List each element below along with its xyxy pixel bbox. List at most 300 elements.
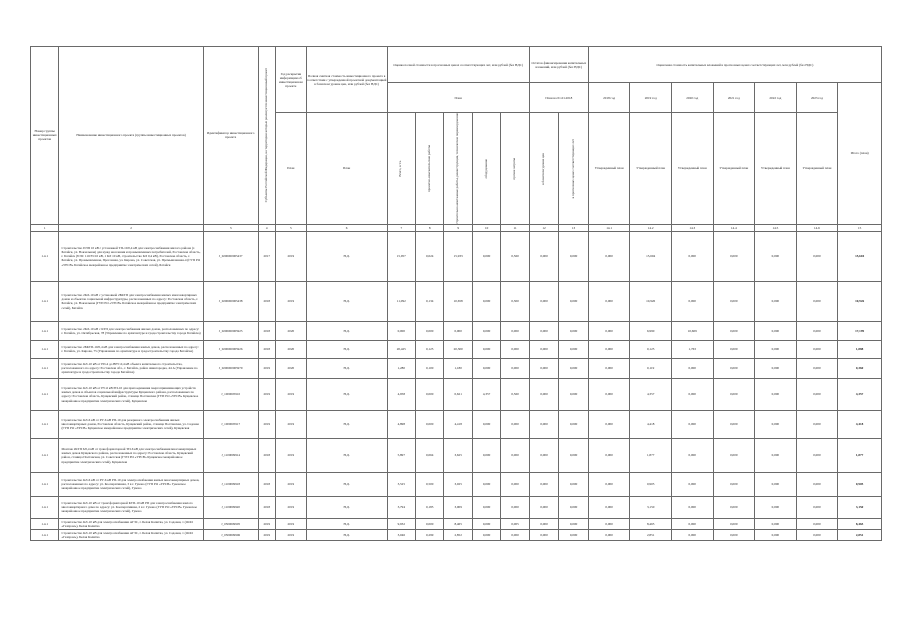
cell-y2020: 10,609 — [671, 321, 713, 340]
header-cost-plan: План — [387, 83, 529, 113]
cell-sum: 0,905 — [838, 472, 882, 496]
cell-other: 0,000 — [501, 472, 529, 496]
cell-plan: Н.Д. — [306, 518, 387, 529]
cell-ost-fore: 0,000 — [559, 358, 589, 378]
cell-ost-base: 0,000 — [529, 358, 559, 378]
cell-year: 2019 — [276, 518, 307, 529]
table-row — [31, 472, 882, 496]
cell-y2019: 8,465 — [630, 518, 672, 529]
cell-region: 2019 — [258, 378, 276, 410]
cell-y2021: 0,000 — [713, 530, 755, 541]
cell-total: 5,897 — [387, 438, 415, 472]
cell-sum: 17,199 — [838, 321, 882, 340]
cell-other: 0,560 — [501, 378, 529, 410]
cell-sum: 4,418 — [838, 410, 882, 438]
column-number: 14.1 — [588, 224, 630, 231]
cell-plan: Н.Д. — [306, 231, 387, 281]
cell-year: 2019 — [276, 496, 307, 518]
cell-smr: 15,933 — [444, 231, 472, 281]
header-approved-2022: Утвержденный план — [755, 113, 797, 225]
table-row — [31, 518, 882, 529]
cell-ost-fore: 0,000 — [559, 530, 589, 541]
cell-group: 1.4.1 — [31, 281, 59, 321]
header-cost-equip: оборудование — [472, 113, 500, 225]
cell-y2023: 0,000 — [796, 358, 838, 378]
cell-y2018: 0,000 — [588, 472, 630, 496]
cell-smr: 2,852 — [444, 530, 472, 541]
table-row — [31, 231, 882, 281]
header-year-2020: 2020 год — [671, 83, 713, 113]
cell-y2022: 0,000 — [755, 410, 797, 438]
cell-id: J_0200000005437 — [203, 231, 258, 281]
cell-name: Строительство КЛ-6 кВ от РУ-6 кВ РП-10 для электроснабжения жилых многоквартирных домов, расположенных по адресу: ул. Кооперативная, 3 в г. Гуково (ГУП РО «УРСВ» Гуковское межрайонное предприятие электрических сетей), Гуково — [59, 472, 203, 496]
table-row — [31, 358, 882, 378]
cell-region: 2018 — [258, 281, 276, 321]
header-year-2019: 2019 год — [630, 83, 672, 113]
cell-y2022: 0,000 — [755, 231, 797, 281]
cell-year: 2020 — [276, 340, 307, 358]
cell-y2023: 0,000 — [796, 472, 838, 496]
header-realized-forecast: в прогнозных ценах соответствующих лет — [559, 113, 589, 225]
header-approved-2018: Утвержденный план — [588, 113, 630, 225]
column-number: 6 — [306, 224, 387, 231]
column-number: 7 — [387, 224, 415, 231]
cell-sum: 0,360 — [838, 358, 882, 378]
cell-ost-fore: 0,000 — [559, 410, 589, 438]
cell-equip: 0,000 — [472, 281, 500, 321]
cell-y2019: 3,150 — [630, 496, 672, 518]
cell-total: 11,092 — [387, 281, 415, 321]
cell-region: 2018 — [258, 496, 276, 518]
cell-y2020: 0,000 — [671, 281, 713, 321]
cell-y2022: 0,000 — [755, 321, 797, 340]
cell-y2019: 2,851 — [630, 530, 672, 541]
cell-other: 0,000 — [501, 410, 529, 438]
cell-other: 0,300 — [501, 281, 529, 321]
header-full-cost: Полная сметная стоимость инвестиционного проекта в соответствии с утвержденной проектной документацией в базисном уровне цен, млн рублей (без НДС) — [306, 47, 387, 113]
cell-equip: 0,000 — [472, 321, 500, 340]
column-number: 14.6 — [796, 224, 838, 231]
column-number: 12 — [529, 224, 559, 231]
cell-ost-fore: 0,000 — [559, 472, 589, 496]
cell-group: 1.4.1 — [31, 518, 59, 529]
cell-y2023: 0,000 — [796, 378, 838, 410]
cell-id: J_0200000005979 — [203, 358, 258, 378]
header-cost-pir: проектно-изыскательские работы — [416, 113, 444, 225]
cell-smr: 10,658 — [444, 281, 472, 321]
cell-year: 2019 — [276, 378, 307, 410]
cell-ost-base: 0,000 — [529, 496, 559, 518]
cell-pir: 0,000 — [416, 321, 444, 340]
cell-id: J_0200000005925 — [203, 321, 258, 340]
cell-name: Строительство 2КЛ-10 кВ с установкой 2БКТП для электроснабжения жилых многоквартирных домов и объектов социальной инфраструктуры, расположенных по адресу: Ростовская область, г. Батайск, ул. Вокзальная (ГУП РО «УРСВ» Батайское межрайонное предприятие электрических сетей), Батайск — [59, 281, 203, 321]
cell-region: 2018 — [258, 472, 276, 496]
cell-group: 1.4.1 — [31, 378, 59, 410]
cell-region: 2018 — [258, 321, 276, 340]
cell-smr: 3,025 — [444, 472, 472, 496]
column-number: 10 — [472, 224, 500, 231]
cell-group: 1.4.1 — [31, 496, 59, 518]
cell-y2021: 0,000 — [713, 358, 755, 378]
cell-pir: 0,500 — [416, 472, 444, 496]
cell-name: Строительство КЛ-6 кВ от РУ-6 кВ РП-10 для резервного электроснабжения жилых многоквартирных домов, Ростовская область, Кущевский район, станица Полтавская, ул. Садовая (ГУП РО «УРСВ» Кущевское межрайонное предприятие электрических сетей), Кущевская — [59, 410, 203, 438]
cell-year: 2019 — [276, 410, 307, 438]
cell-other: 0,000 — [501, 358, 529, 378]
cell-id: J_0200000005438 — [203, 281, 258, 321]
cell-y2019: 1,877 — [630, 438, 672, 472]
cell-ost-base: 0,000 — [529, 410, 559, 438]
header-cost-total: Всего, в т.ч. — [387, 113, 415, 225]
cell-ost-base: 0,000 — [529, 530, 559, 541]
cell-pir: 0,299 — [416, 530, 444, 541]
column-number: 14.2 — [630, 224, 672, 231]
column-number: 5 — [276, 224, 307, 231]
cell-equip: 0,000 — [472, 472, 500, 496]
cell-name: Монтаж 2КТП 6/0,4 кВ от трансформаторной ТП-6 кВ для электроснабжения многоквартирных жилых домов Кущевского района, расположенных по адресу: Ростовская область, Кущевский район, станица Полтавская, ул. Советская (ГУП РО «УРСВ» Кущевское межрайонное предприятие электрических сетей), Кущевская — [59, 438, 203, 472]
table-row — [31, 530, 882, 541]
header-plan: План — [306, 113, 387, 225]
cell-group: 1.4.1 — [31, 472, 59, 496]
cell-plan: Н.Д. — [306, 281, 387, 321]
cell-y2023: 0,000 — [796, 438, 838, 472]
cell-ost-fore: 0,000 — [559, 438, 589, 472]
cell-region: 2019 — [258, 530, 276, 541]
cell-ost-base: 0,000 — [529, 378, 559, 410]
cell-total: 20,425 — [387, 340, 415, 358]
table-row — [31, 378, 882, 410]
cell-y2018: 0,000 — [588, 340, 630, 358]
cell-sum: 2,851 — [838, 530, 882, 541]
cell-total: 4,958 — [387, 378, 415, 410]
cell-y2020: 0,000 — [671, 472, 713, 496]
cell-pir: 0,185 — [416, 496, 444, 518]
cell-plan: Н.Д. — [306, 496, 387, 518]
cell-year: 2019 — [276, 281, 307, 321]
cell-y2022: 0,000 — [755, 496, 797, 518]
cell-year: 2019 — [276, 231, 307, 281]
cell-y2018: 0,000 — [588, 281, 630, 321]
cell-group: 1.4.1 — [31, 410, 59, 438]
cell-other: 0,005 — [501, 518, 529, 529]
cell-y2023: 0,000 — [796, 321, 838, 340]
cell-other: 0,000 — [501, 496, 529, 518]
cell-equip: 0,000 — [472, 410, 500, 438]
cell-sum: 1,888 — [838, 340, 882, 358]
cell-y2022: 0,000 — [755, 378, 797, 410]
header-finance: Оценочная стоимость капитальных вложений в прогнозных ценах соответствующих лет, млн рублей (без НДС) — [588, 47, 881, 83]
cell-region: 2018 — [258, 340, 276, 358]
cell-smr: 8,465 — [444, 518, 472, 529]
cell-equip: 4,357 — [472, 378, 500, 410]
cell-plan: Н.Д. — [306, 472, 387, 496]
cell-ost-base: 0,000 — [529, 438, 559, 472]
cell-group: 1.4.1 — [31, 530, 59, 541]
header-approved-2019: Утвержденный план — [630, 113, 672, 225]
cell-ost-fore: 0,000 — [559, 321, 589, 340]
header-cost-group: Оценка полной стоимости в прогнозных ценах соответствующих лет, млн рублей (без НДС) — [387, 47, 529, 83]
cell-total: 15,957 — [387, 231, 415, 281]
header-plan-year: План — [276, 113, 307, 225]
column-number: 9 — [444, 224, 472, 231]
cell-group: 1.4.1 — [31, 340, 59, 358]
cell-smr: 0,621 — [444, 378, 472, 410]
cell-y2021: 0,000 — [713, 340, 755, 358]
header-year-2018: 2018 год — [588, 83, 630, 113]
cell-plan: Н.Д. — [306, 378, 387, 410]
cell-ost-base: 0,000 — [529, 472, 559, 496]
cell-ost-fore: 0,000 — [559, 231, 589, 281]
cell-y2022: 0,000 — [755, 358, 797, 378]
cell-y2020: 0,000 — [671, 496, 713, 518]
cell-id: J_1100009920 — [203, 496, 258, 518]
cell-region: 2019 — [258, 410, 276, 438]
cell-y2023: 0,000 — [796, 410, 838, 438]
cell-y2022: 0,000 — [755, 518, 797, 529]
header-approved-2020: Утвержденный план — [671, 113, 713, 225]
header-approved-2021: Утвержденный план — [713, 113, 755, 225]
cell-region: 2017 — [258, 231, 276, 281]
cell-y2023: 0,000 — [796, 518, 838, 529]
cell-equip: 0,000 — [472, 231, 500, 281]
cell-id: J_1100009914 — [203, 438, 258, 472]
cell-y2019: 0,905 — [630, 472, 672, 496]
cell-y2018: 0,000 — [588, 438, 630, 472]
cell-region: 2018 — [258, 438, 276, 472]
investment-program-table-page — [30, 46, 882, 541]
cell-sum: 8,465 — [838, 518, 882, 529]
cell-pir: 0,000 — [416, 518, 444, 529]
column-number: 8 — [416, 224, 444, 231]
cell-plan: Н.Д. — [306, 438, 387, 472]
cell-pir: 0,024 — [416, 231, 444, 281]
column-number-row — [31, 224, 882, 231]
column-number: 14.4 — [713, 224, 755, 231]
header-cost-other: прочие затраты — [501, 113, 529, 225]
table-row — [31, 496, 882, 518]
cell-ost-fore: 0,000 — [559, 340, 589, 358]
cell-other: 0,560 — [501, 231, 529, 281]
cell-other: 0,000 — [501, 321, 529, 340]
header-project-name: Наименование инвестиционного проекта (группы инвестиционных проектов) — [59, 47, 203, 225]
cell-other: 0,000 — [501, 530, 529, 541]
header-realized: Остаток финансирования капитальных вложений, млн рублей (без НДС) — [529, 47, 588, 83]
cell-y2022: 0,000 — [755, 530, 797, 541]
cell-y2018: 0,000 — [588, 321, 630, 340]
column-number: 14.3 — [671, 224, 713, 231]
cell-plan: Н.Д. — [306, 321, 387, 340]
header-realized-base: в базисном уровне цен — [529, 113, 559, 225]
cell-y2020: 0,000 — [671, 530, 713, 541]
cell-y2019: 0,119 — [630, 358, 672, 378]
cell-total: 9,932 — [387, 518, 415, 529]
cell-plan: Н.Д. — [306, 530, 387, 541]
cell-ost-fore: 0,000 — [559, 518, 589, 529]
header-realized-plan: План на 01.01.2018 — [529, 83, 588, 113]
cell-smr: 20,300 — [444, 340, 472, 358]
cell-sum: 4,357 — [838, 378, 882, 410]
cell-y2021: 0,000 — [713, 438, 755, 472]
cell-total: 3,525 — [387, 472, 415, 496]
cell-y2020: 1,763 — [671, 340, 713, 358]
cell-plan: Н.Д. — [306, 410, 387, 438]
column-number: 15 — [838, 224, 882, 231]
cell-pir: 0,125 — [416, 340, 444, 358]
cell-name: Строительство КЛ-10 кВ для электроснабжения АГЗС, г. Белая Калитва, ул. Садовая, 1 (ООО «Газпром»), Белая Калитва — [59, 530, 203, 541]
cell-year: 2020 — [276, 321, 307, 340]
cell-pir: 0,064 — [416, 438, 444, 472]
cell-y2019: 15,604 — [630, 231, 672, 281]
cell-y2021: 0,000 — [713, 518, 755, 529]
table-row — [31, 340, 882, 358]
cell-name: Строительство 2БКТП-10/0,4 кВ для электроснабжения жилых домов, расположенных по адресу: г. Батайск, ул. Кирова, 75 (Управление по архитектуре и градостроительству города Батайска) — [59, 340, 203, 358]
cell-name: Строительство 2КЛ-10 кВ с КТП для электроснабжения жилых домов, расположенных по адресу: г. Батайск, ул. Октябрьская, 78 (Управление по архитектуре и градостроительству города Батайска) — [59, 321, 203, 340]
table-body — [31, 231, 882, 540]
cell-plan: Н.Д. — [306, 358, 387, 378]
cell-y2018: 0,000 — [588, 410, 630, 438]
cell-total: 3,046 — [387, 530, 415, 541]
cell-y2021: 0,000 — [713, 378, 755, 410]
header-year-2021: 2021 год — [713, 83, 755, 113]
cell-year: 2019 — [276, 438, 307, 472]
cell-y2020: 0,000 — [671, 378, 713, 410]
cell-y2019: 4,357 — [630, 378, 672, 410]
cell-year: 2019 — [276, 472, 307, 496]
table-row — [31, 438, 882, 472]
cell-y2023: 0,000 — [796, 281, 838, 321]
cell-name: Строительство КЛ-10 кВ для электроснабжения АГЗС, г. Белая Калитва, ул. Садовая, 1 (ООО «Газпром»), Белая Калитва — [59, 518, 203, 529]
header-total: Итого (план) — [838, 83, 882, 225]
cell-year: 2019 — [276, 530, 307, 541]
cell-name: Строительство КЛ-10 кВ от трансформаторной КТП-10 кВ РП для электроснабжения жилого многоквартирного дома по адресу: ул. Кооперативная, 2 в г. Гуково (ГУП РО «УРСВ» Гуковское межрайонное предприятие электрических сетей), Гуково — [59, 496, 203, 518]
cell-total: 4,898 — [387, 410, 415, 438]
cell-equip: 0,000 — [472, 358, 500, 378]
cell-equip: 0,000 — [472, 530, 500, 541]
cell-y2021: 0,000 — [713, 321, 755, 340]
cell-total: 0,000 — [387, 321, 415, 340]
cell-y2018: 0,000 — [588, 530, 630, 541]
header-year-2023: 2023 год — [796, 83, 838, 113]
cell-y2020: 0,000 — [671, 438, 713, 472]
header-group-no: Номер группы инвестиционных проектов — [31, 47, 59, 225]
cell-y2018: 0,000 — [588, 496, 630, 518]
cell-y2022: 0,000 — [755, 340, 797, 358]
column-number: 4 — [258, 224, 276, 231]
column-number: 3 — [203, 224, 258, 231]
cell-y2021: 0,000 — [713, 496, 755, 518]
header-region: Субъекты Российской Федерации, на территории которых реализуется инвестиционный проект — [258, 47, 276, 225]
cell-y2021: 0,000 — [713, 472, 755, 496]
cell-sum: 15,604 — [838, 231, 882, 281]
cell-name: Строительство ПЭП 10 кВ с установкой ТП-10/0,4 кВ для электроснабжения жилого района (г. Батайск, ул. Вокзальная) для нужд населения и промышленных потребителей, Ростовская область, г. Батайск (8 ПС 110/35/10 кВ, 1 КЛ 10 кВ, строительство КЛ 0,4 кВ), Ростовская область, г. Батайск, ул. Промышленная, Прогонная, ул. Кирова, ул. Советская, ул. Промышленная-4 (ГУП РО «УРСВ» Батайское межрайонное предприятие электрических сетей), Батайск — [59, 231, 203, 281]
investment-table — [30, 46, 882, 541]
cell-ost-fore: 0,000 — [559, 378, 589, 410]
cell-year: 2020 — [276, 358, 307, 378]
table-row — [31, 410, 882, 438]
table-row — [31, 321, 882, 340]
cell-plan: Н.Д. — [306, 340, 387, 358]
cell-y2019: 6,990 — [630, 321, 672, 340]
table-row — [31, 281, 882, 321]
cell-y2018: 0,000 — [588, 358, 630, 378]
cell-y2021: 0,000 — [713, 281, 755, 321]
cell-id: J_1000005910 — [203, 378, 258, 410]
cell-smr: 0,000 — [444, 321, 472, 340]
cell-y2022: 0,000 — [755, 281, 797, 321]
cell-region: 2019 — [258, 358, 276, 378]
cell-y2023: 0,000 — [796, 340, 838, 358]
cell-equip: 0,000 — [472, 518, 500, 529]
cell-sum: 1,877 — [838, 438, 882, 472]
cell-id: J_1100009918 — [203, 472, 258, 496]
cell-y2018: 0,000 — [588, 518, 630, 529]
cell-pir: 0,100 — [416, 358, 444, 378]
cell-y2022: 0,000 — [755, 438, 797, 472]
column-number: 14.5 — [755, 224, 797, 231]
column-number: 2 — [59, 224, 203, 231]
cell-total: 1,280 — [387, 358, 415, 378]
column-number: 11 — [501, 224, 529, 231]
cell-total: 3,794 — [387, 496, 415, 518]
cell-sum: 3,150 — [838, 496, 882, 518]
cell-ost-fore: 0,000 — [559, 496, 589, 518]
cell-id: J_0500009905 — [203, 518, 258, 529]
cell-group: 1.4.1 — [31, 321, 59, 340]
cell-y2019: 10,926 — [630, 281, 672, 321]
column-number: 13 — [559, 224, 589, 231]
cell-y2019: 0,125 — [630, 340, 672, 358]
cell-y2021: 0,000 — [713, 410, 755, 438]
cell-y2018: 0,000 — [588, 231, 630, 281]
cell-y2023: 0,000 — [796, 231, 838, 281]
cell-group: 1.4.1 — [31, 358, 59, 378]
cell-y2023: 0,000 — [796, 496, 838, 518]
header-approval-year: Год раскрытия информации об инвестиционном проекте — [276, 47, 307, 113]
header-cost-smr: строительно-монтажные работы, реконструкция, техническое перевооружение — [444, 113, 472, 225]
cell-equip: 0,000 — [472, 496, 500, 518]
cell-id: J_0200000005926 — [203, 340, 258, 358]
cell-ost-base: 0,000 — [529, 518, 559, 529]
cell-ost-fore: 0,000 — [559, 281, 589, 321]
cell-other: 0,000 — [501, 438, 529, 472]
cell-ost-base: 0,000 — [529, 281, 559, 321]
cell-sum: 10,926 — [838, 281, 882, 321]
cell-id: J_1000005917 — [203, 410, 258, 438]
cell-y2022: 0,000 — [755, 472, 797, 496]
cell-y2023: 0,000 — [796, 530, 838, 541]
header-approved-2023: Утвержденный план — [796, 113, 838, 225]
cell-name: Строительство КЛ-10 кВ от РУ-6 кВ РП-10 для присоединения энергопринимающих устройств жилых домов и объектов социальной инфраструктуры Кущевского района, расположенных по адресу: Ростовская область, Кущевский район, станица Полтавская (ГУП РО «УРСВ» Кущевское межрайонное предприятие электрических сетей), Кущевская — [59, 378, 203, 410]
cell-region: 2019 — [258, 518, 276, 529]
cell-pir: 0,134 — [416, 281, 444, 321]
cell-ost-base: 0,000 — [529, 321, 559, 340]
table-header — [31, 47, 882, 232]
cell-y2018: 0,000 — [588, 378, 630, 410]
cell-y2019: 4,418 — [630, 410, 672, 438]
cell-smr: 4,418 — [444, 410, 472, 438]
cell-y2021: 0,000 — [713, 231, 755, 281]
cell-smr: 1,180 — [444, 358, 472, 378]
cell-smr: 3,625 — [444, 438, 472, 472]
cell-equip: 0,000 — [472, 438, 500, 472]
cell-pir: 0,000 — [416, 410, 444, 438]
cell-ost-base: 0,000 — [529, 340, 559, 358]
cell-ost-base: 0,000 — [529, 231, 559, 281]
cell-group: 1.4.1 — [31, 231, 59, 281]
cell-name: Строительство КЛ-10 кВ от РП-4 до ВРУ-0,4 кВ объекта капитального строительства, расположенного по адресу: Ростовская обл., г. Батайск, район Авиагородка, 44 А (Управление по архитектуре и градостроительству города Батайска) — [59, 358, 203, 378]
cell-y2020: 0,000 — [671, 518, 713, 529]
cell-equip: 0,000 — [472, 340, 500, 358]
cell-other: 0,000 — [501, 340, 529, 358]
